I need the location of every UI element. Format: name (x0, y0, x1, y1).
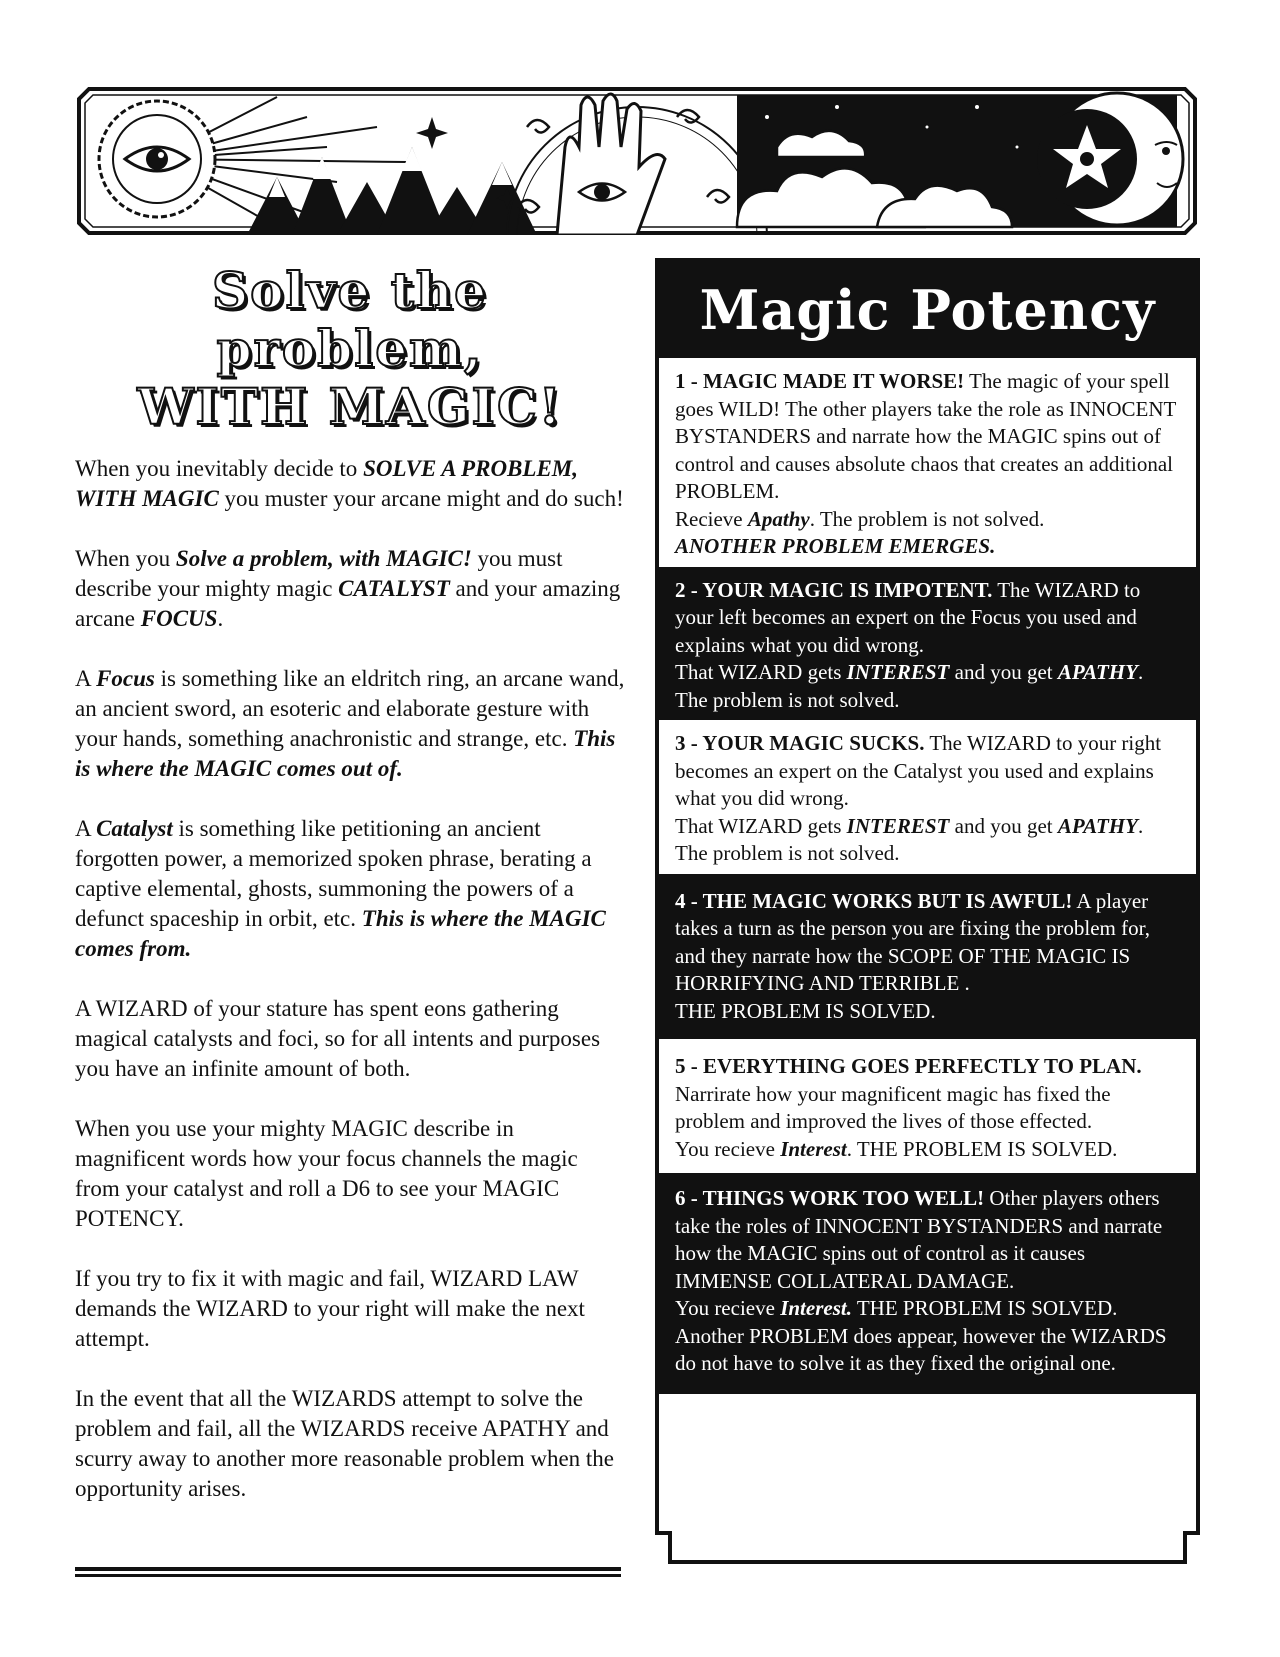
potency-row-5: 5 - EVERYTHING GOES PERFECTLY TO PLAN. Narrirate how your magnificent magic has fixed the problem and improved the lives of those effected. You recieve Interest. THE PROBLEM IS SOLVED. (659, 1039, 1196, 1173)
potency-row-3: 3 - YOUR MAGIC SUCKS. The WIZARD to your right becomes an expert on the Catalyst you used and explains what you did wrong. That WIZARD gets INTEREST and you get APATHY. The problem is not solved. (659, 720, 1196, 874)
paragraph-all-fail: In the event that all the WIZARDS attempt to solve the problem and fail, all the WIZARDS receive APATHY and scurry away to another more reasonable problem when the opportunity arises. (75, 1386, 615, 1501)
paragraph-focus: A Focus is something like an eldritch ring, an arcane wand, an ancient sword, an esoteric and elaborate gesture with your hands, something anachronistic and strange, etc. This is where the MAGIC comes out of. (75, 666, 625, 781)
potency-table (659, 358, 1196, 1394)
header-illustration-banner (77, 87, 1197, 235)
bottom-divider (75, 1567, 621, 1577)
paragraph-describe: When you Solve a problem, with MAGIC! you must describe your mighty magic CATALYST and your amazing arcane FOCUS. (75, 546, 621, 631)
potency-row-4: 4 - THE MAGIC WORKS BUT IS AWFUL! A player takes a turn as the person you are fixing the problem for, and they narrate how the SCOPE OF THE MAGIC IS HORRIFYING AND TERRIBLE . THE PROBLEM IS SOLVED. (659, 874, 1196, 1040)
paragraph-roll: When you use your mighty MAGIC describe in magnificent words how your focus channels the magic from your catalyst and roll a D6 to see your MAGIC POTENCY. (75, 1116, 578, 1231)
potency-row-1: 1 - MAGIC MADE IT WORSE! The magic of your spell goes WILD! The other players take the role as INNOCENT BYSTANDERS and narrate how the MAGIC spins out of control and causes absolute chaos that creates an additional PROBLEM. Recieve Apathy. The problem is not solved. ANOTHER PROBLEM EMERGES. (659, 358, 1196, 567)
title-line-2: WITH MAGIC! (137, 377, 563, 436)
left-column (75, 262, 625, 1534)
title-line-1: Solve the problem, (212, 261, 488, 378)
paragraph-intro: When you inevitably decide to SOLVE A PROBLEM, WITH MAGIC you muster your arcane might and do such! (75, 456, 624, 511)
potency-row-2: 2 - YOUR MAGIC IS IMPOTENT. The WIZARD to your left becomes an expert on the Focus you used and explains what you did wrong. That WIZARD gets INTEREST and you get APATHY. The problem is not solved. (659, 567, 1196, 721)
potency-row-6: 6 - THINGS WORK TOO WELL! Other players others take the roles of INNOCENT BYSTANDERS and narrate how the MAGIC spins out of control as it causes IMMENSE COLLATERAL DAMAGE. You recieve Interest. THE PROBLEM IS SOLVED. Another PROBLEM does appear, however the WIZARDS do not have to solve it as they fixed the original one. (659, 1173, 1196, 1394)
panel-title: Magic Potency (659, 262, 1196, 358)
magic-potency-panel (655, 258, 1200, 1564)
paragraph-catalyst: A Catalyst is something like petitioning an ancient forgotten power, a memorized spoken phrase, berating a captive elemental, ghosts, summoning the powers of a defunct spaceship in orbit, etc. This is where the MAGIC comes from. (75, 816, 606, 961)
section-title (75, 262, 625, 436)
paragraph-stature: A WIZARD of your stature has spent eons gathering magical catalysts and foci, so for all intents and purposes you have an infinite amount of both. (75, 996, 601, 1081)
paragraph-wizard-law: If you try to fix it with magic and fail, WIZARD LAW demands the WIZARD to your right will make the next attempt. (75, 1266, 585, 1351)
sun-eye-icon (99, 101, 215, 217)
